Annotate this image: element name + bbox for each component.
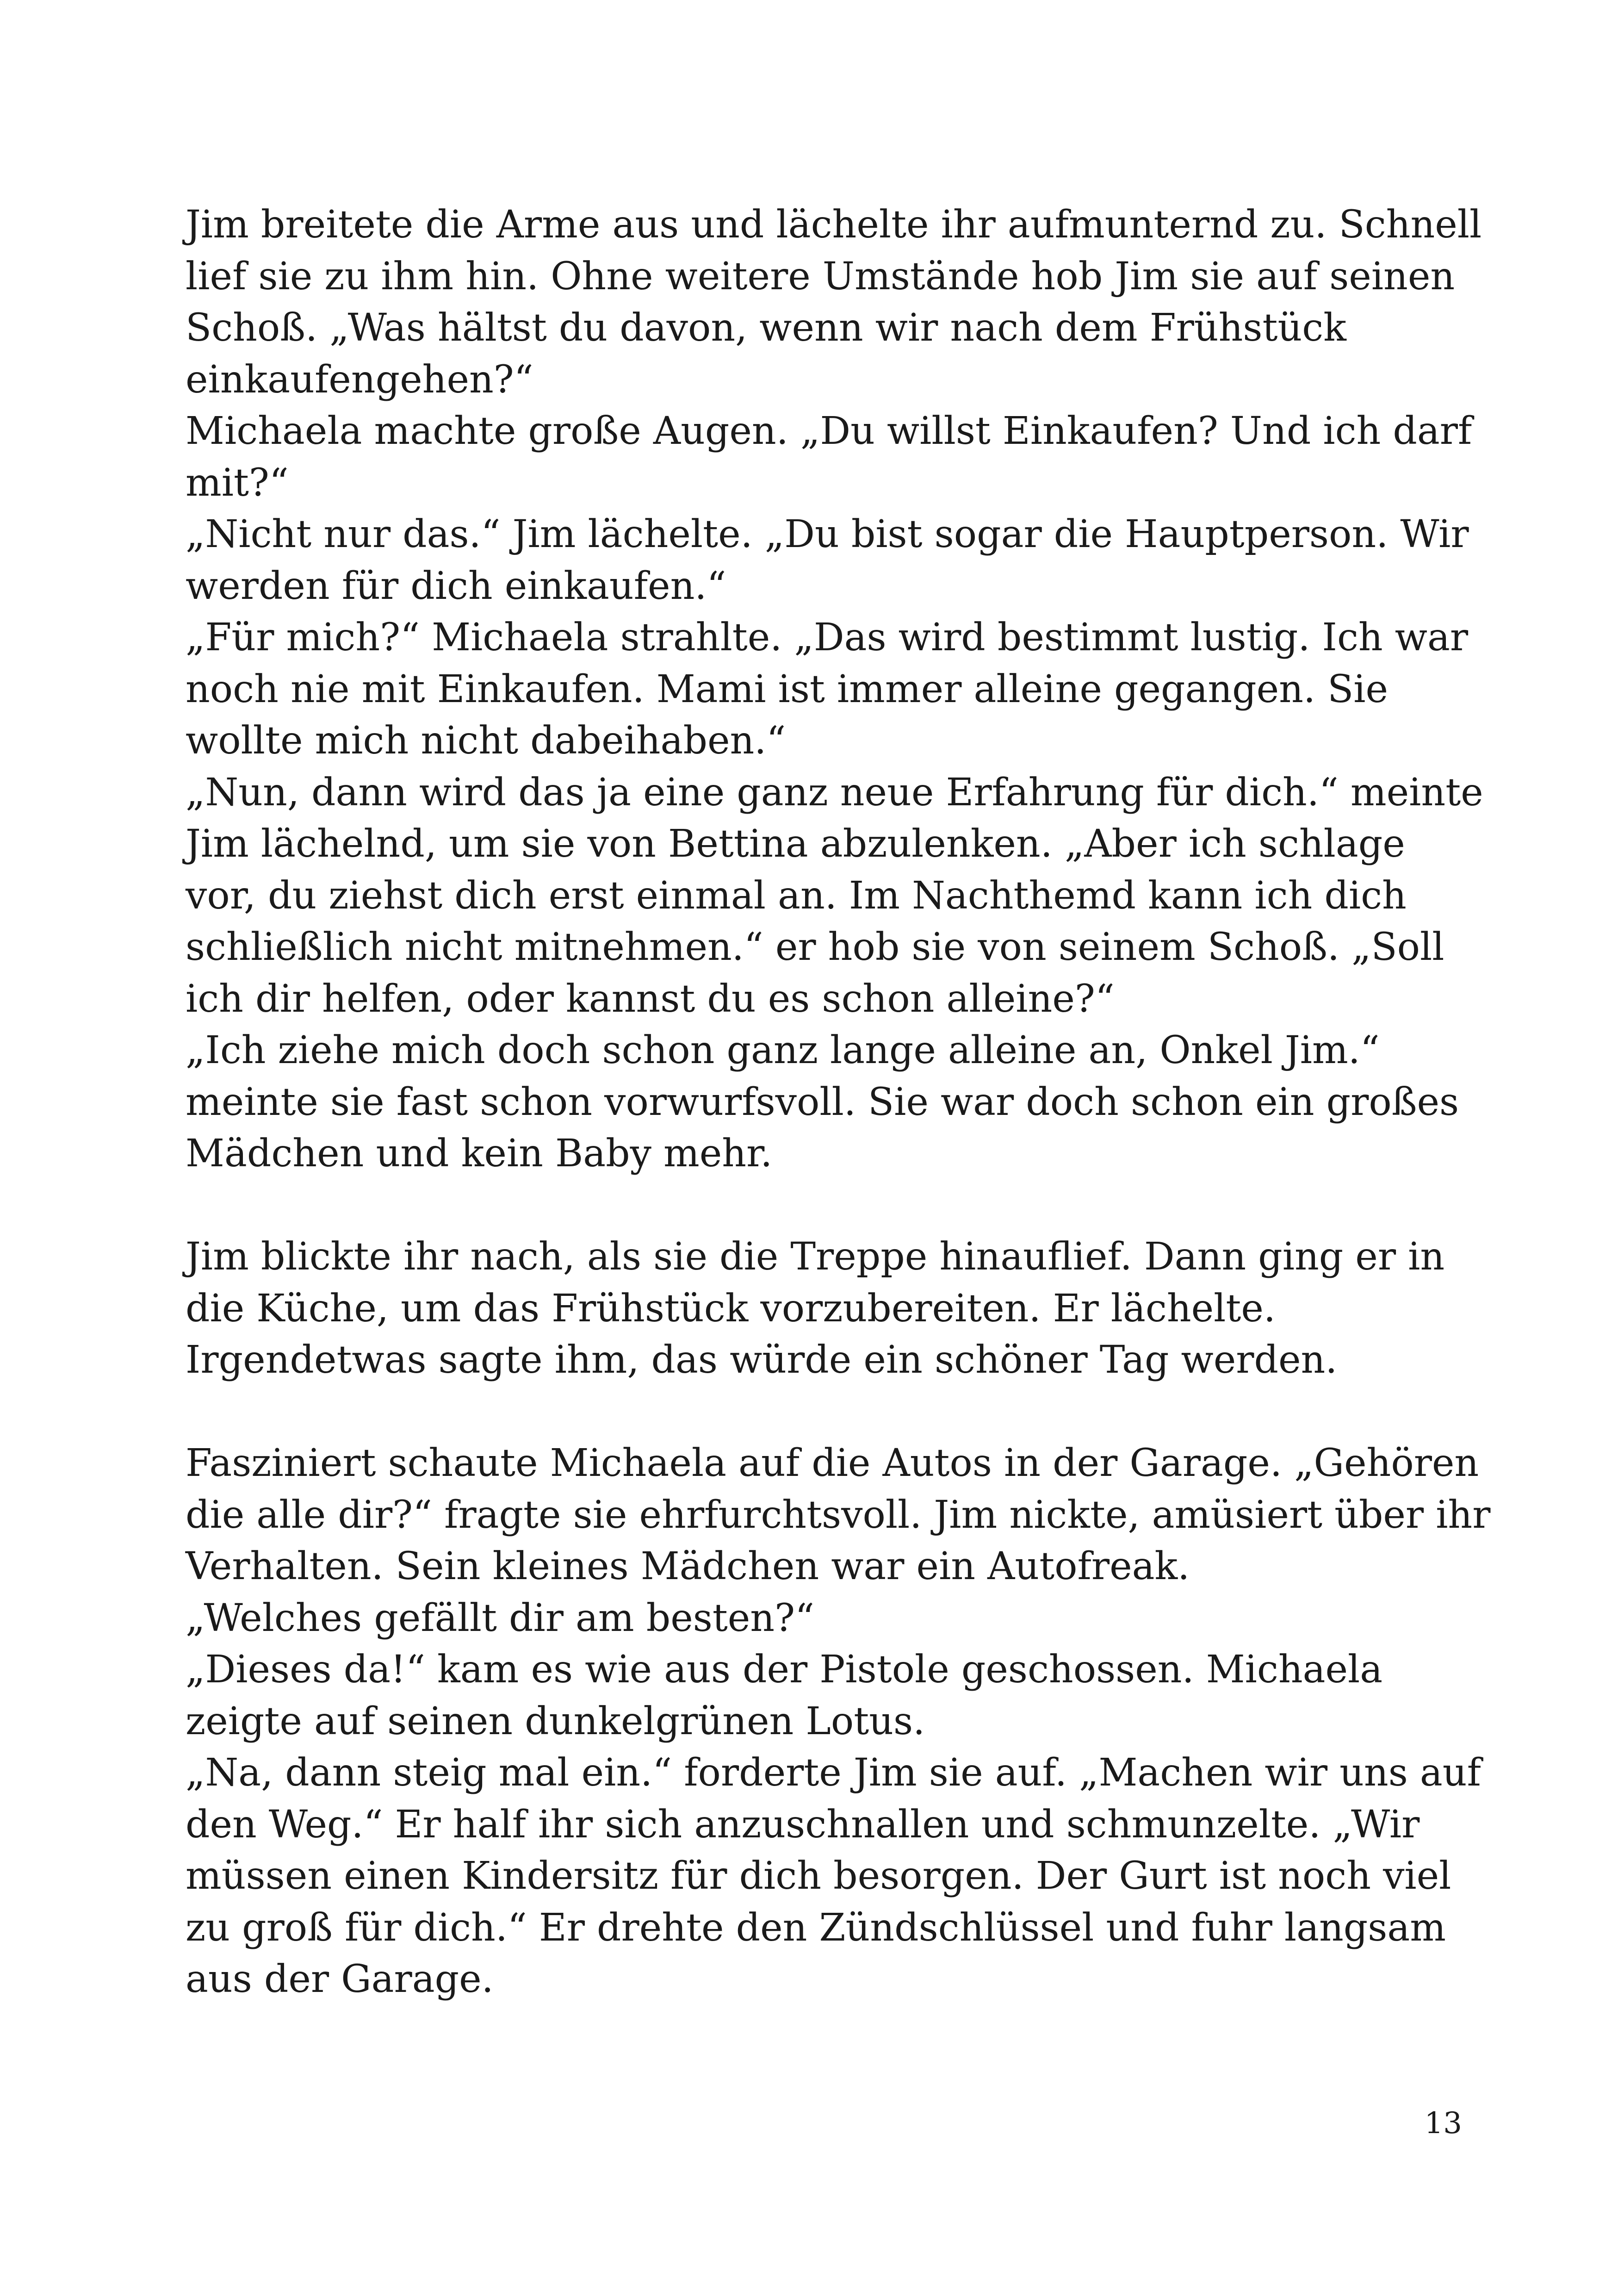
text-line: „Welches gefällt dir am besten?“ xyxy=(186,1596,815,1640)
text-line: „Nun, dann wird das ja eine ganz neue Erfahrung für dich.“ meinte xyxy=(186,770,1483,815)
text-line: wollte mich nicht dabeihaben.“ xyxy=(186,719,786,763)
paragraph-1 xyxy=(186,199,1483,1180)
text-line: Michaela machte große Augen. „Du willst Einkaufen? Und ich darf xyxy=(186,409,1472,453)
text-line: die Küche, um das Frühstück vorzubereiten. Er lächelte. xyxy=(186,1286,1276,1331)
text-line: „Dieses da!“ kam es wie aus der Pistole geschossen. Michaela xyxy=(186,1648,1383,1692)
text-line: müssen einen Kindersitz für dich besorgen. Der Gurt ist noch viel xyxy=(186,1854,1451,1898)
text-line: die alle dir?“ fragte sie ehrfurchtsvoll. Jim nickte, amüsiert über ihr xyxy=(186,1493,1491,1537)
text-line: werden für dich einkaufen.“ xyxy=(186,564,726,608)
text-line: noch nie mit Einkaufen. Mami ist immer alleine gegangen. Sie xyxy=(186,667,1389,711)
paragraph-gap xyxy=(186,1180,1463,1232)
text-line: zeigte auf seinen dunkelgrünen Lotus. xyxy=(186,1699,925,1743)
text-line: Jim breitete die Arme aus und lächelte ihr aufmunternd zu. Schnell xyxy=(186,203,1482,247)
text-line: meinte sie fast schon vorwurfsvoll. Sie war doch schon ein großes xyxy=(186,1080,1459,1124)
text-line: zu groß für dich.“ Er drehte den Zündschlüssel und fuhr langsam xyxy=(186,1905,1446,1950)
text-line: „Na, dann steig mal ein.“ forderte Jim sie auf. „Machen wir uns auf xyxy=(186,1751,1481,1795)
page-number: 13 xyxy=(1424,2106,1462,2140)
text-line: „Für mich?“ Michaela strahlte. „Das wird bestimmt lustig. Ich war xyxy=(186,616,1469,660)
text-line: aus der Garage. xyxy=(186,1957,494,2001)
text-line: einkaufengehen?“ xyxy=(186,357,533,402)
text-line: Mädchen und kein Baby mehr. xyxy=(186,1132,773,1176)
text-line: Fasziniert schaute Michaela auf die Autos in der Garage. „Gehören xyxy=(186,1441,1479,1485)
text-line: Schoß. „Was hältst du davon, wenn wir nach dem Frühstück xyxy=(186,306,1346,350)
body-text xyxy=(186,199,1491,2005)
paragraph-gap xyxy=(186,1386,1463,1438)
text-line: schließlich nicht mitnehmen.“ er hob sie von seinem Schoß. „Soll xyxy=(186,925,1444,969)
text-line: vor, du ziehst dich erst einmal an. Im Nachthemd kann ich dich xyxy=(186,873,1407,918)
text-line: ich dir helfen, oder kannst du es schon alleine?“ xyxy=(186,977,1115,1021)
text-line: „Ich ziehe mich doch schon ganz lange alleine an, Onkel Jim.“ xyxy=(186,1028,1380,1072)
text-line: „Nicht nur das.“ Jim lächelte. „Du bist sogar die Hauptperson. Wir xyxy=(186,512,1469,556)
text-line: Jim blickte ihr nach, als sie die Treppe hinauflief. Dann ging er in xyxy=(186,1235,1445,1279)
text-line: Verhalten. Sein kleines Mädchen war ein Autofreak. xyxy=(186,1544,1190,1588)
paragraph-2 xyxy=(186,1231,1463,1386)
text-line: Jim lächelnd, um sie von Bettina abzulenken. „Aber ich schlage xyxy=(186,822,1405,866)
paragraph-3 xyxy=(186,1437,1491,2005)
text-line: den Weg.“ Er half ihr sich anzuschnallen und schmunzelte. „Wir xyxy=(186,1802,1420,1847)
text-line: lief sie zu ihm hin. Ohne weitere Umstände hob Jim sie auf seinen xyxy=(186,254,1455,299)
text-line: mit?“ xyxy=(186,460,289,505)
text-line: Irgendetwas sagte ihm, das würde ein schöner Tag werden. xyxy=(186,1338,1338,1382)
